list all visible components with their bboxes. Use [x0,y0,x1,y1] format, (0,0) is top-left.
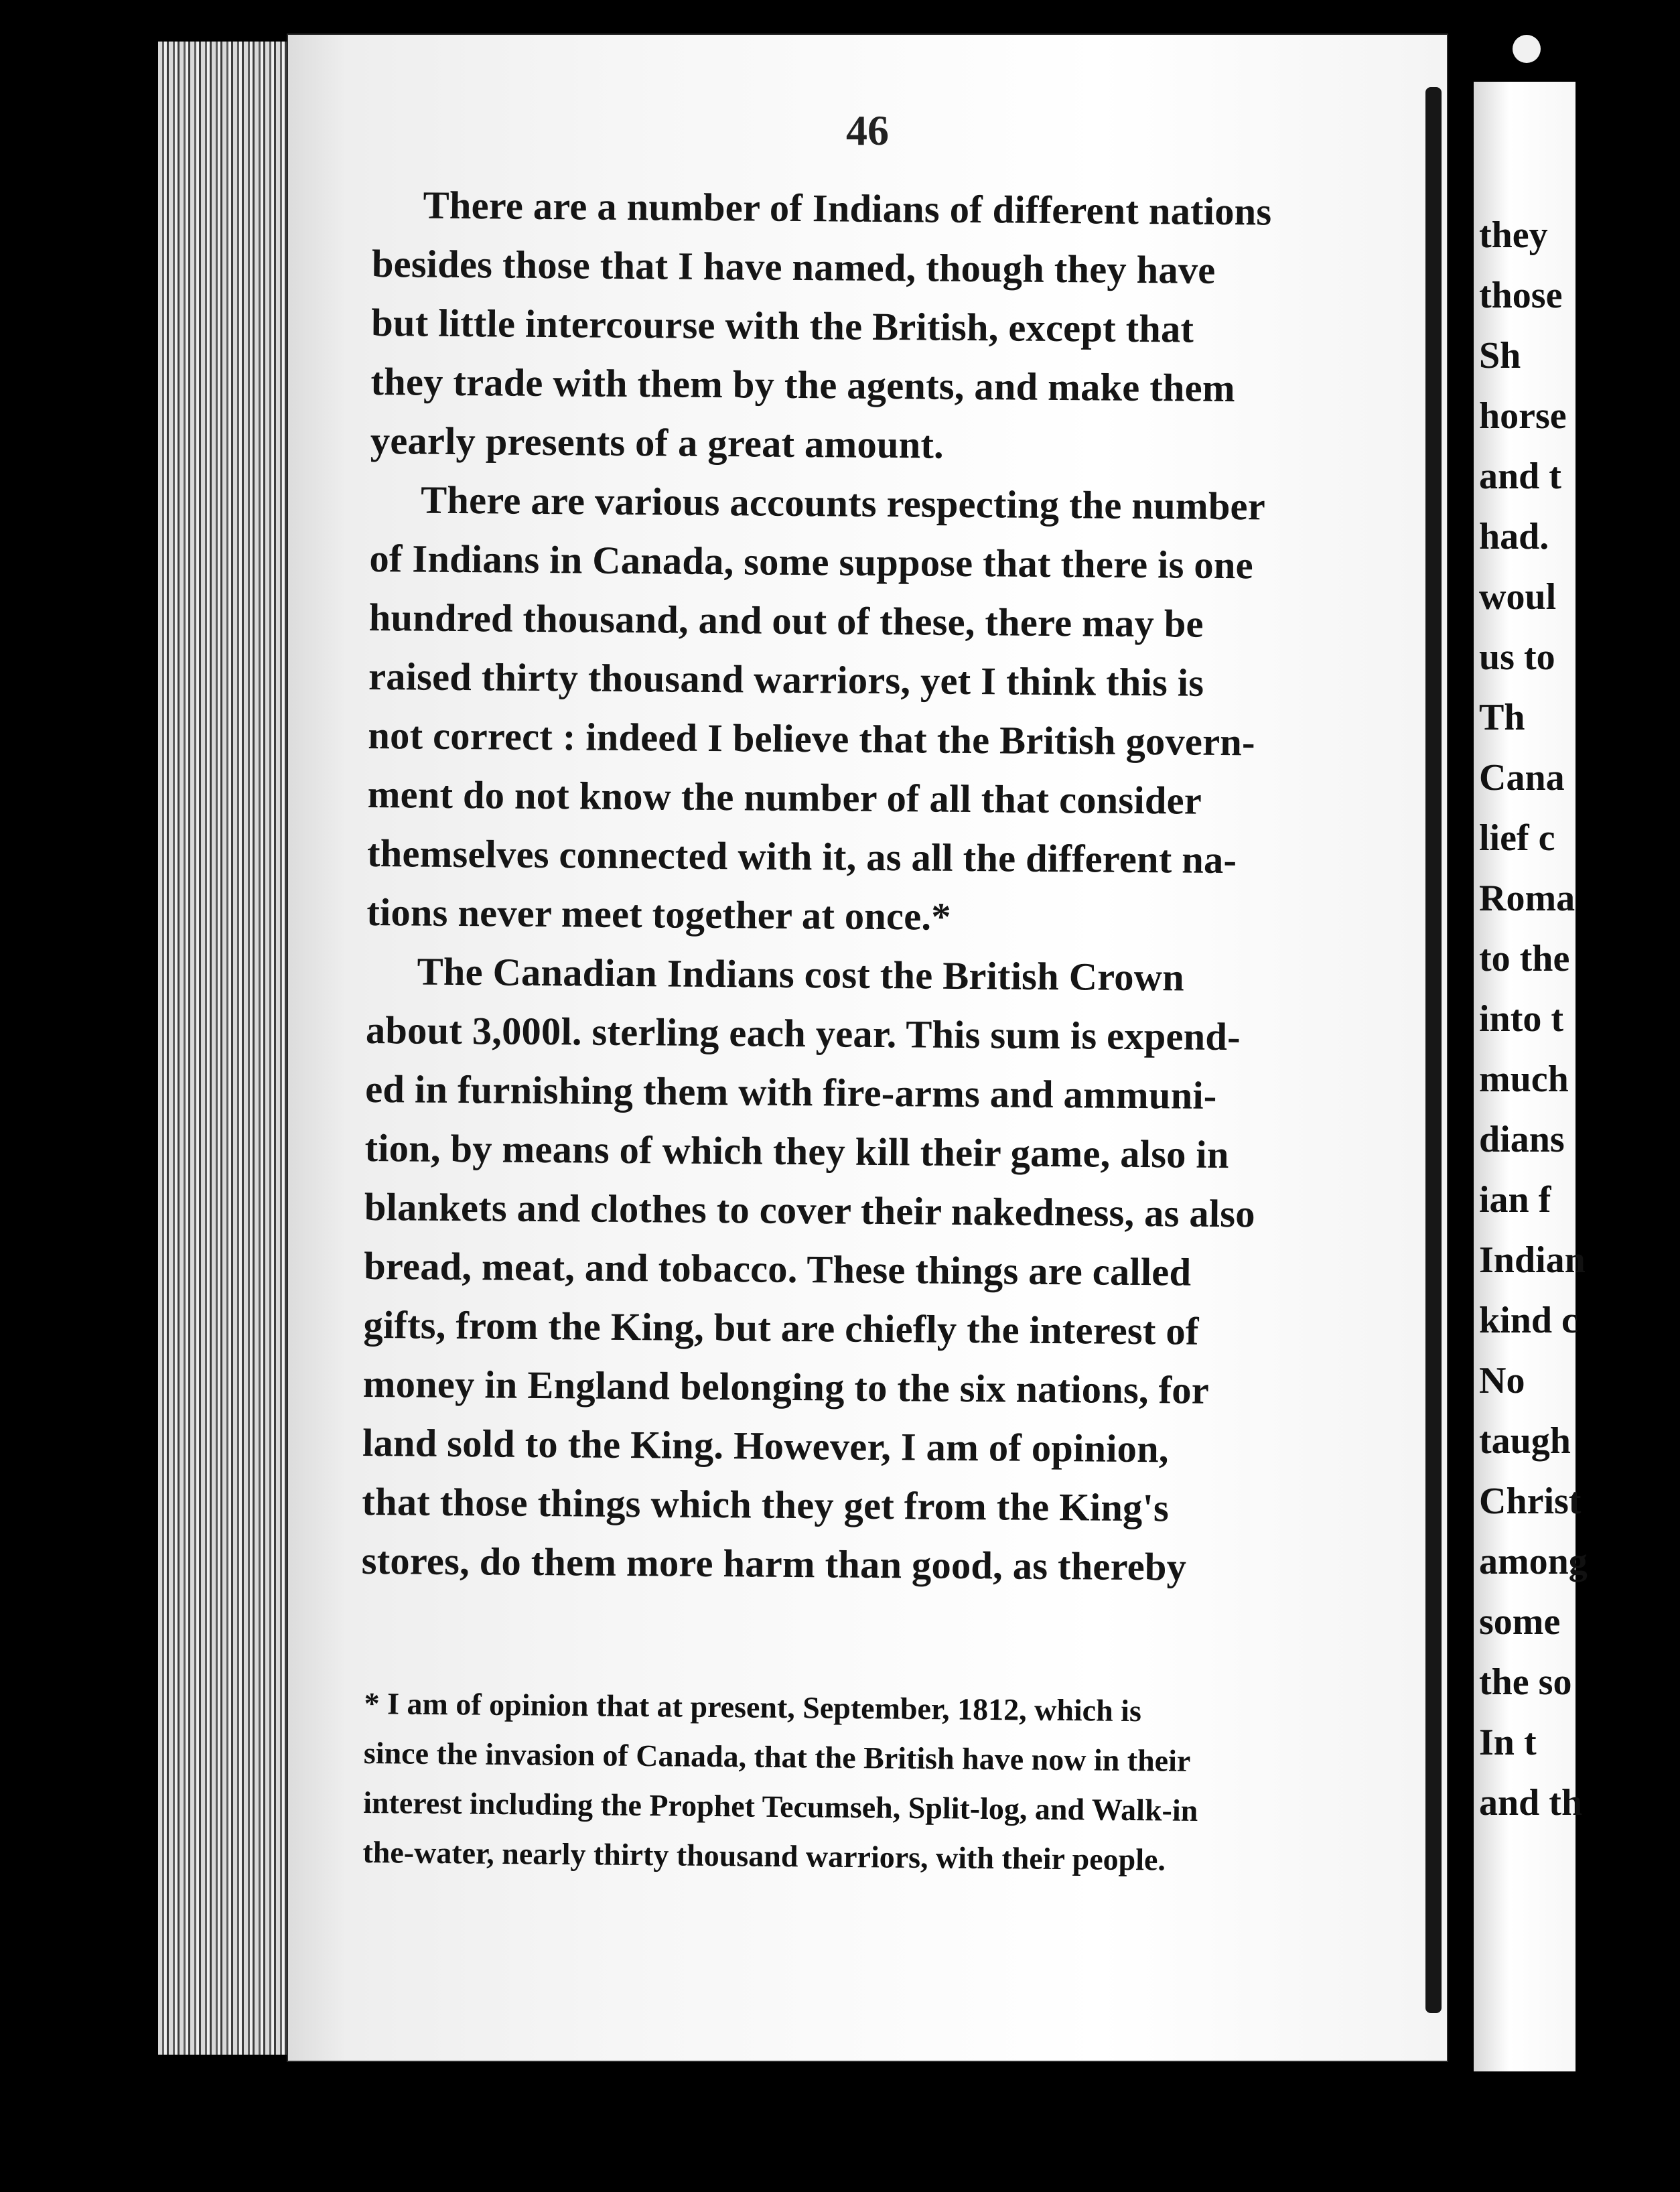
body-line-17: tion, by means of which they kill their game, also in [364,1125,1229,1177]
facing-line-13: to the [1479,938,1570,979]
body-line-2: besides those that I have named, though they have [371,241,1216,292]
footnote [362,1679,1396,1887]
facing-line-22: Christ [1479,1481,1582,1522]
body-line-16: ed in furnishing them with fire-arms and ammuni- [365,1067,1217,1117]
body-line-6: There are various accounts respecting the number [420,478,1266,529]
page-number: 46 [846,107,889,154]
body-line-5: yearly presents of a great amount. [370,418,944,467]
facing-line-2: those [1479,275,1563,316]
facing-line-11: lief c [1479,817,1555,859]
body-line-23: that those things which they get from the King's [362,1479,1170,1530]
facing-line-16: dians [1479,1119,1565,1160]
body-line-11: ment do not know the number of all that consider [367,772,1202,823]
body-line-8: hundred thousand, and out of these, there may be [368,595,1204,646]
facing-line-12: Roma [1479,878,1576,919]
facing-page-fragment [1474,82,1588,2071]
facing-line-23: among [1479,1541,1588,1582]
page-body-text [361,176,1394,1598]
book-gutter-shadow [1425,87,1442,2013]
facing-line-10: Cana [1479,757,1565,799]
body-line-22: land sold to the King. However, I am of opinion, [362,1420,1169,1471]
body-line-12: themselves connected with it, as all the different na- [366,831,1237,882]
body-line-3: but little intercourse with the British, except that [371,300,1194,351]
facing-line-19: kind c [1479,1300,1578,1341]
body-line-21: money in England belonging to the six nations, for [362,1361,1210,1412]
body-line-7: of Indians in Canada, some suppose that there is one [369,536,1254,588]
binding-hole [1513,35,1541,63]
footnote-line-1: * I am of opinion that at present, September, 1812, which is [364,1686,1142,1728]
facing-line-7: woul [1479,576,1557,618]
facing-line-14: into t [1479,998,1563,1040]
book-page-edges [158,42,299,2055]
body-line-19: bread, meat, and tobacco. These things are called [363,1243,1192,1294]
facing-page-text [1479,205,1680,1833]
facing-line-3: Sh [1479,335,1521,376]
facing-line-5: and t [1479,456,1561,497]
facing-line-6: had. [1479,516,1549,557]
facing-line-21: taugh [1479,1420,1571,1462]
facing-line-24: some [1479,1601,1561,1643]
body-line-10: not correct : indeed I believe that the British govern- [368,713,1255,764]
body-line-14: The Canadian Indians cost the British Crown [417,949,1185,1000]
footnote-line-3: interest including the Prophet Tecumseh, Split-log, and Walk-in [362,1785,1198,1828]
facing-line-25: the so [1479,1661,1572,1703]
facing-line-20: No [1479,1360,1525,1401]
body-line-15: about 3,000l. sterling each year. This sum is expend- [365,1008,1241,1059]
facing-line-18: Indian [1479,1239,1586,1281]
body-line-20: gifts, from the King, but are chiefly the interest of [363,1302,1199,1353]
facing-line-27: and th [1479,1782,1583,1824]
facing-line-17: ian f [1479,1179,1551,1221]
book-page-left [288,35,1447,2061]
facing-line-26: In t [1479,1722,1537,1763]
facing-line-1: they [1479,214,1548,256]
body-line-1: There are a number of Indians of different nations [423,183,1272,234]
facing-line-4: horse [1479,395,1567,437]
facing-line-9: Th [1479,697,1525,738]
footnote-line-4: the-water, nearly thirty thousand warriors, with their people. [362,1834,1166,1877]
body-line-18: blankets and clothes to cover their nakedness, as also [364,1184,1256,1236]
footnote-line-2: since the invasion of Canada, that the British have now in their [363,1735,1191,1778]
body-line-13: tions never meet together at once.* [366,890,951,939]
facing-line-8: us to [1479,636,1555,678]
body-line-4: they trade with them by the agents, and make them [370,359,1236,411]
facing-line-15: much [1479,1058,1569,1100]
body-line-9: raised thirty thousand warriors, yet I think this is [368,654,1204,705]
body-line-24: stores, do them more harm than good, as thereby [361,1538,1187,1589]
